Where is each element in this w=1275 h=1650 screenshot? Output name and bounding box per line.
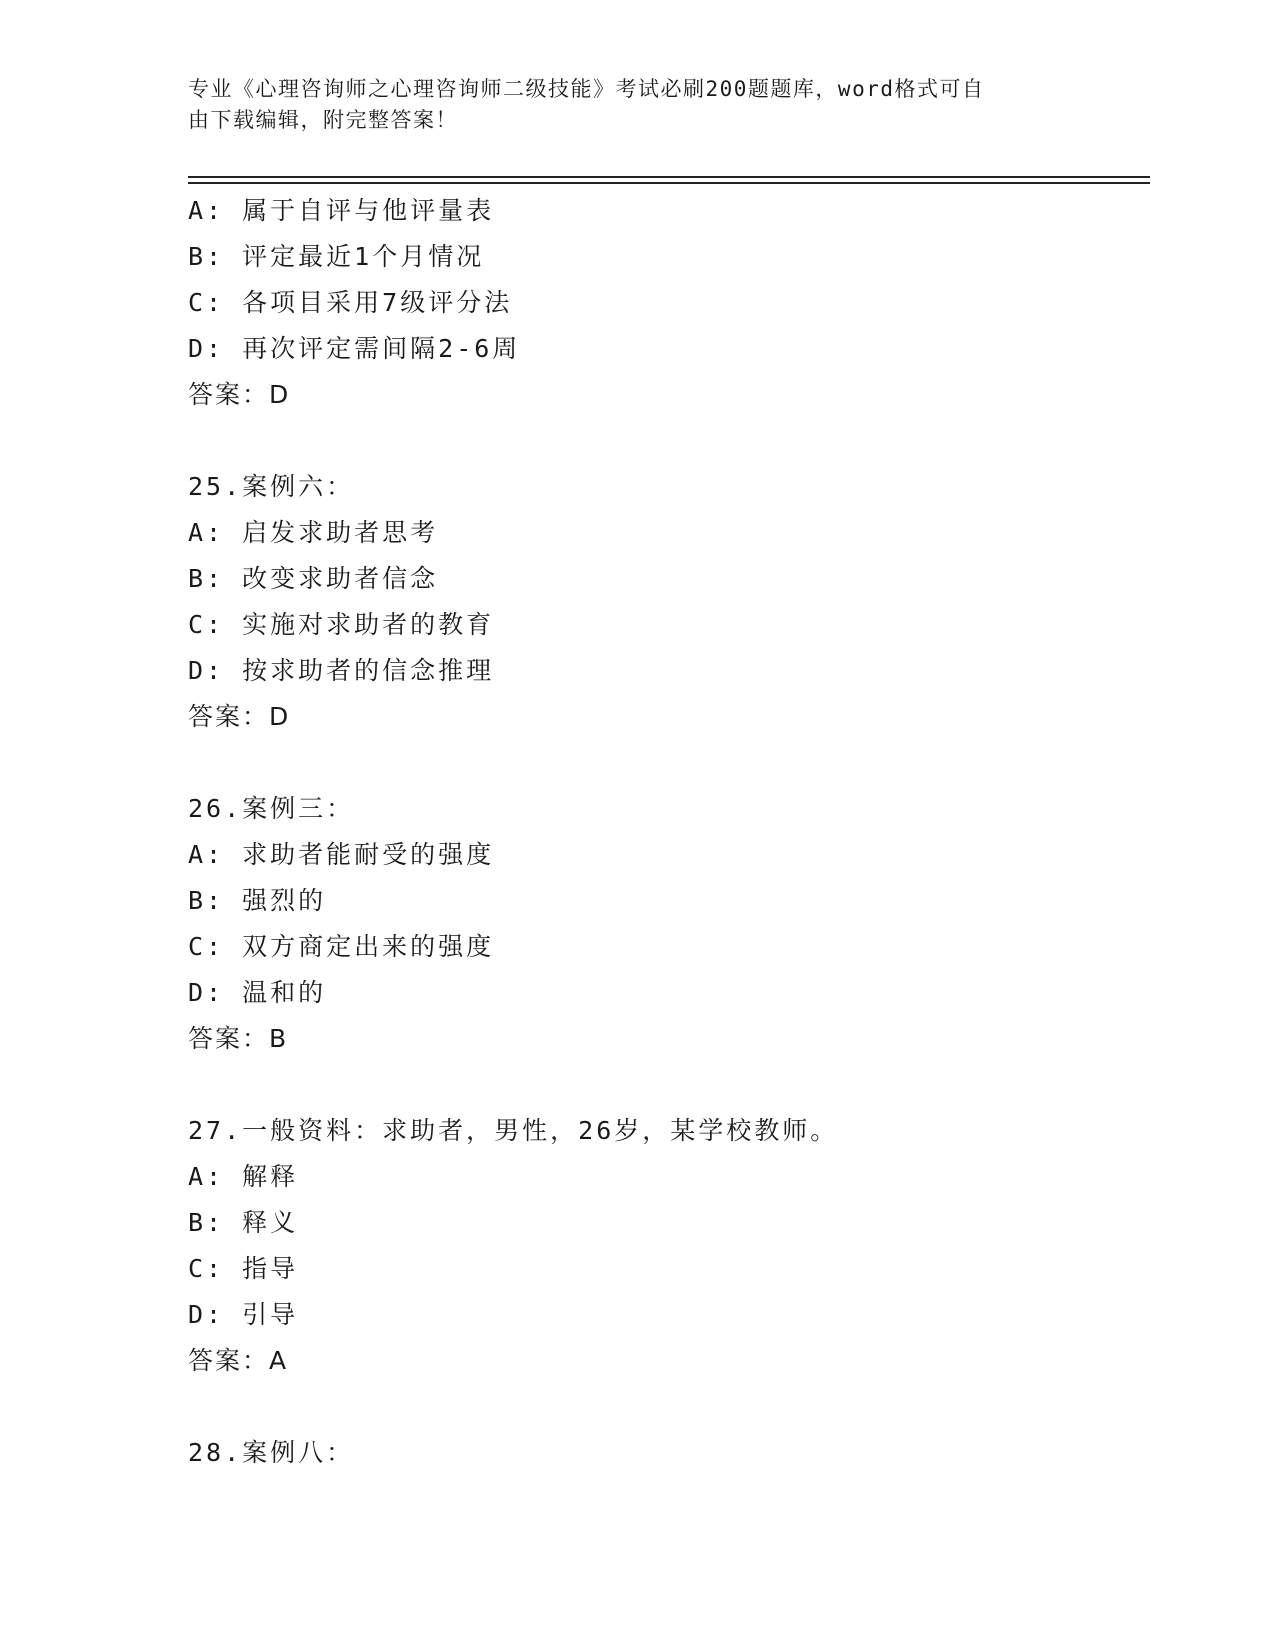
option-b: B: 改变求助者信念 — [188, 564, 439, 593]
option-a: A: 属于自评与他评量表 — [188, 196, 495, 225]
spacer — [188, 418, 1128, 464]
spacer — [188, 740, 1128, 786]
option-a: A: 求助者能耐受的强度 — [188, 840, 495, 869]
spacer — [188, 1062, 1128, 1108]
question-block-continued — [188, 188, 1128, 418]
answer-line: 答案：D — [188, 702, 291, 731]
question-stem: 28.案例八： — [188, 1438, 355, 1467]
option-d: D: 温和的 — [188, 978, 327, 1007]
header-divider-top — [188, 176, 1150, 178]
option-d: D: 引导 — [188, 1300, 299, 1329]
option-b: B: 评定最近1个月情况 — [188, 242, 485, 271]
question-block-28 — [188, 1430, 1128, 1476]
answer-line: 答案：D — [188, 380, 291, 409]
option-a: A: 启发求助者思考 — [188, 518, 439, 547]
header-line-1: 专业《心理咨询师之心理咨询师二级技能》考试必刷200题题库，word格式可自 — [188, 77, 985, 101]
answer-line: 答案：A — [188, 1346, 289, 1375]
question-list — [188, 188, 1128, 1476]
document-header — [188, 74, 1068, 136]
option-b: B: 强烈的 — [188, 886, 327, 915]
question-block-25 — [188, 464, 1128, 740]
question-stem: 27.一般资料：求助者，男性，26岁，某学校教师。 — [188, 1116, 839, 1145]
option-c: C: 双方商定出来的强度 — [188, 932, 495, 961]
option-c: C: 指导 — [188, 1254, 299, 1283]
question-block-27 — [188, 1108, 1128, 1384]
header-line-2: 由下载编辑，附完整答案！ — [188, 108, 458, 132]
option-c: C: 各项目采用7级评分法 — [188, 288, 513, 317]
option-a: A: 解释 — [188, 1162, 299, 1191]
option-d: D: 再次评定需间隔2-6周 — [188, 334, 521, 363]
question-stem: 25.案例六： — [188, 472, 355, 501]
option-b: B: 释义 — [188, 1208, 299, 1237]
question-block-26 — [188, 786, 1128, 1062]
option-c: C: 实施对求助者的教育 — [188, 610, 495, 639]
answer-line: 答案：B — [188, 1024, 289, 1053]
option-d: D: 按求助者的信念推理 — [188, 656, 495, 685]
question-stem: 26.案例三： — [188, 794, 355, 823]
header-divider-bottom — [188, 182, 1150, 184]
spacer — [188, 1384, 1128, 1430]
